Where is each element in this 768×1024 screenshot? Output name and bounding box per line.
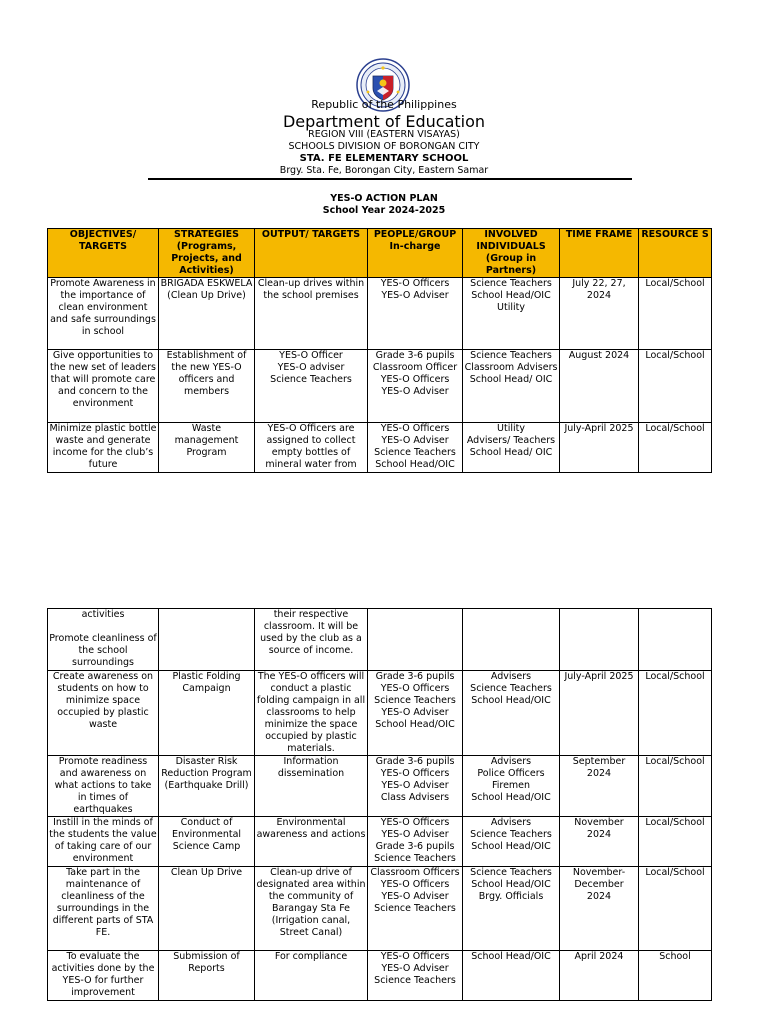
cell-time-frame: November 2024 <box>560 817 639 867</box>
table-row <box>48 350 712 423</box>
cell-involved: Science Teachers Classroom Advisers School Head/ OIC <box>463 350 560 423</box>
cell-people: YES-O Officers YES-O Adviser <box>368 278 463 350</box>
table-row <box>48 423 712 473</box>
cell-people: Grade 3-6 pupils YES-O Officers YES-O Adviser Class Advisers <box>368 756 463 817</box>
cell-time-frame <box>560 609 639 671</box>
table-header-row <box>48 229 712 278</box>
cell-output: Clean-up drives within the school premises <box>255 278 368 350</box>
cell-strategy: Waste management Program <box>159 423 255 473</box>
cell-people: YES-O Officers YES-O Adviser Grade 3-6 pupils Science Teachers <box>368 817 463 867</box>
cell-people: Classroom Officers YES-O Officers YES-O Adviser Science Teachers <box>368 867 463 951</box>
cell-output: Clean-up drive of designated area within the community of Barangay Sta Fe (Irrigation canal, Street Canal) <box>255 867 368 951</box>
column-header-output: OUTPUT/ TARGETS <box>255 229 368 278</box>
cell-people: Grade 3-6 pupils Classroom Officer YES-O Officers YES-O Adviser <box>368 350 463 423</box>
cell-objective: Create awareness on students on how to minimize space occupied by plastic waste <box>48 671 159 756</box>
cell-involved: Utility Advisers/ Teachers School Head/ OIC <box>463 423 560 473</box>
cell-resources: Local/School <box>639 756 712 817</box>
department-heading: Department of Education <box>282 112 486 131</box>
cell-strategy: Submission of Reports <box>159 951 255 1001</box>
cell-strategy: Disaster Risk Reduction Program (Earthquake Drill) <box>159 756 255 817</box>
cell-people: Grade 3-6 pupils YES-O Officers Science Teachers YES-O Adviser School Head/OIC <box>368 671 463 756</box>
cell-objective: Minimize plastic bottle waste and generate income for the club’s future <box>48 423 159 473</box>
cell-resources: Local/School <box>639 350 712 423</box>
column-header-objectives: OBJECTIVES/ TARGETS <box>48 229 159 278</box>
cell-output: For compliance <box>255 951 368 1001</box>
cell-involved: School Head/OIC <box>463 951 560 1001</box>
cell-objective: activities Promote cleanliness of the school surroundings <box>48 609 159 671</box>
cell-people: YES-O Officers YES-O Adviser Science Teachers School Head/OIC <box>368 423 463 473</box>
cell-output: YES-O Officer YES-O adviser Science Teachers <box>255 350 368 423</box>
cell-time-frame: November-December 2024 <box>560 867 639 951</box>
cell-objective: Take part in the maintenance of cleanliness of the surroundings in the different parts of STA FE. <box>48 867 159 951</box>
cell-output: YES-O Officers are assigned to collect empty bottles of mineral water from <box>255 423 368 473</box>
cell-strategy: Plastic Folding Campaign <box>159 671 255 756</box>
cell-objective: Give opportunities to the new set of leaders that will promote care and concern to the environment <box>48 350 159 423</box>
column-header-strategies: STRATEGIES (Programs, Projects, and Activities) <box>159 229 255 278</box>
republic-heading: Republic of the Philippines <box>311 98 457 111</box>
division-heading: SCHOOLS DIVISION OF BORONGAN CITY <box>288 141 480 152</box>
table-row <box>48 609 712 671</box>
cell-time-frame: September 2024 <box>560 756 639 817</box>
cell-strategy: Conduct of Environmental Science Camp <box>159 817 255 867</box>
cell-time-frame: August 2024 <box>560 350 639 423</box>
region-heading: REGION VIII (EASTERN VISAYAS) <box>308 129 460 140</box>
cell-output: Environmental awareness and actions <box>255 817 368 867</box>
cell-involved: Advisers Science Teachers School Head/OIC <box>463 817 560 867</box>
cell-resources: Local/School <box>639 817 712 867</box>
header-divider <box>148 178 632 180</box>
cell-objective: Promote Awareness in the importance of clean environment and safe surroundings in school <box>48 278 159 350</box>
cell-output: The YES-O officers will conduct a plastic folding campaign in all classrooms to help minimize the space occupied by plastic materials. <box>255 671 368 756</box>
table-row <box>48 951 712 1001</box>
table-row <box>48 817 712 867</box>
cell-resources: Local/School <box>639 867 712 951</box>
table-row <box>48 867 712 951</box>
cell-time-frame: July-April 2025 <box>560 671 639 756</box>
table-row <box>48 756 712 817</box>
table-row <box>48 278 712 350</box>
cell-output: Information dissemination <box>255 756 368 817</box>
cell-resources: Local/School <box>639 278 712 350</box>
cell-resources <box>639 609 712 671</box>
cell-involved: Advisers Science Teachers School Head/OIC <box>463 671 560 756</box>
cell-resources: Local/School <box>639 671 712 756</box>
cell-people <box>368 609 463 671</box>
column-header-involved: INVOLVED INDIVIDUALS (Group in Partners) <box>463 229 560 278</box>
cell-time-frame: July-April 2025 <box>560 423 639 473</box>
table-row <box>48 671 712 756</box>
cell-strategy: Clean Up Drive <box>159 867 255 951</box>
cell-time-frame: July 22, 27, 2024 <box>560 278 639 350</box>
cell-time-frame: April 2024 <box>560 951 639 1001</box>
cell-objective: To evaluate the activities done by the YES-O for further improvement <box>48 951 159 1001</box>
cell-involved: Science Teachers School Head/OIC Brgy. Officials <box>463 867 560 951</box>
cell-strategy: BRIGADA ESKWELA (Clean Up Drive) <box>159 278 255 350</box>
cell-strategy <box>159 609 255 671</box>
cell-involved: Advisers Police Officers Firemen School Head/OIC <box>463 756 560 817</box>
cell-strategy: Establishment of the new YES-O officers and members <box>159 350 255 423</box>
school-heading: STA. FE ELEMENTARY SCHOOL <box>299 153 469 164</box>
cell-involved <box>463 609 560 671</box>
column-header-people: PEOPLE/GROUP In-charge <box>368 229 463 278</box>
document-title: YES-O ACTION PLAN <box>330 193 438 204</box>
cell-people: YES-O Officers YES-O Adviser Science Teachers <box>368 951 463 1001</box>
school-year: School Year 2024-2025 <box>322 205 446 216</box>
cell-involved: Science Teachers School Head/OIC Utility <box>463 278 560 350</box>
school-address: Brgy. Sta. Fe, Borongan City, Eastern Samar <box>279 165 489 176</box>
cell-resources: Local/School <box>639 423 712 473</box>
column-header-time-frame: TIME FRAME <box>560 229 639 278</box>
cell-resources: School <box>639 951 712 1001</box>
cell-objective: Instill in the minds of the students the value of taking care of our environment <box>48 817 159 867</box>
column-header-resources: RESOURCE S <box>639 229 712 278</box>
action-plan-table-page2 <box>47 608 712 1001</box>
action-plan-table-page1 <box>47 228 712 473</box>
cell-objective: Promote readiness and awareness on what actions to take in times of earthquakes <box>48 756 159 817</box>
cell-output: their respective classroom. It will be used by the club as a source of income. <box>255 609 368 671</box>
